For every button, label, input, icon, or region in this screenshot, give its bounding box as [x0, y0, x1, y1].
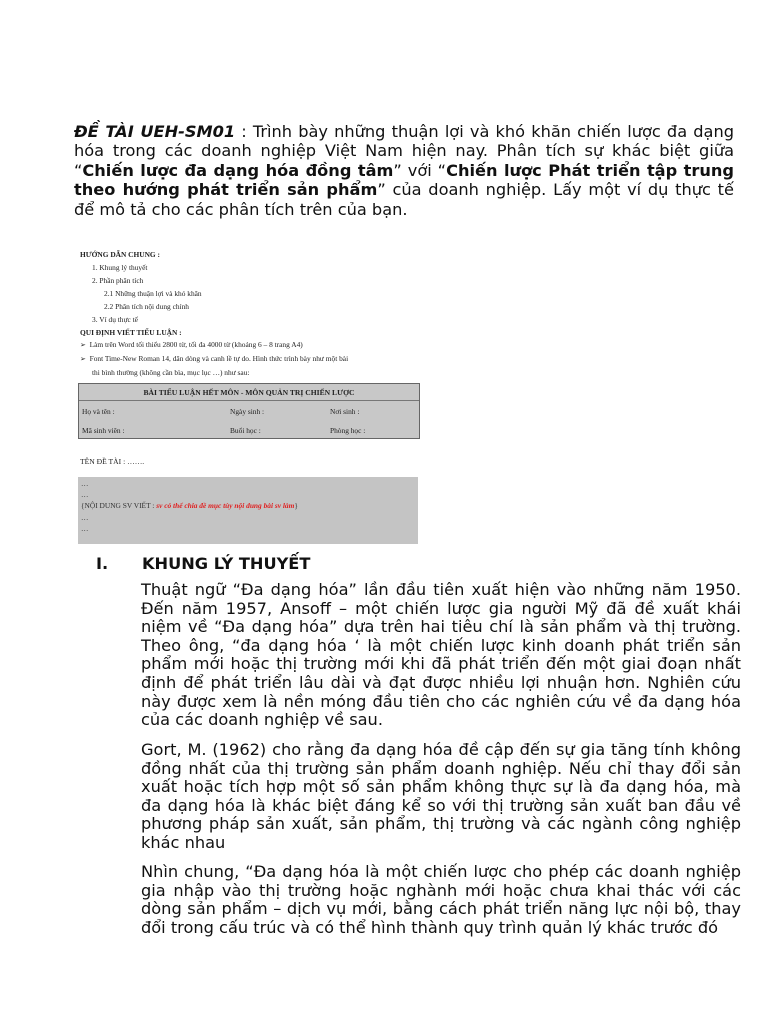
- rule-2-cont: thi bình thường (không cần bìa, mục lục …) như sau:: [92, 368, 250, 377]
- content-label: {NỘI DUNG SV VIẾT : sv có thể chia đề mục tùy nội dung bài sv làm}: [81, 501, 298, 510]
- topic-strategy-1: Chiến lược đa dạng hóa đồng tâm: [82, 160, 394, 180]
- instruction-image: [78, 248, 422, 548]
- topic-text-b: ” với “: [393, 160, 447, 180]
- topic-name-line: TÊN ĐỀ TÀI : …….: [80, 457, 145, 466]
- guide-item: 3. Ví dụ thực tế: [92, 315, 138, 324]
- paragraph: Thuật ngữ “Đa dạng hóa” lần đầu tiên xuất hiện vào những năm 1950. Đến năm 1957, Ansoff – một chiến lược gia người Mỹ đã đề xuất khái niệm về “Đa dạng hóa” dựa trên hai tiêu chí là sản phẩm và thị trường. Theo ông, “đa dạng hóa ‘ là một chiến lược kinh doanh phát triển sản phẩm mới hoặc thị trường mới khi đã phát triển đến một giai đoạn nhất định để phát triển lâu dài và đạt được nhiều lợi nhuận hơn. Nghiên cứu này được xem là nền móng đầu tiên cho các nghiên cứu về đa dạng hóa của các doanh nghiệp về sau.: [141, 580, 741, 730]
- paragraph: Gort, M. (1962) cho rằng đa dạng hóa đề cập đến sự gia tăng tính không đồng nhất của thị trường sản phẩm doanh nghiệp. Nếu chỉ thay đổi sản xuất hoặc tích hợp một số sản phẩm không thực sự là đa dạng hóa, mà đa dạng hóa là khác biệt đáng kể so với thị trường sản xuất ban đầu về phương pháp sản xuất, sản phẩm, thị trường và các ngành công nghiệp khác nhau: [141, 740, 741, 852]
- section-title: KHUNG LÝ THUYẾT: [142, 554, 311, 573]
- topic-text-c: ” của doanh nghiệp. Lấy một ví dụ thực tế để mô tả cho các phân tích trên của bạn.: [74, 180, 734, 219]
- topic-strategy-2: Chiến lược Phát triển tập trung theo hướng phát triển sản phẩm: [74, 160, 735, 200]
- form-name: Họ và tên :: [82, 407, 115, 416]
- ellipsis: …: [81, 479, 89, 488]
- form-title: BÀI TIỂU LUẬN HẾT MÔN - MÔN QUẢN TRỊ CHIẾN LƯỢC: [143, 388, 355, 397]
- topic-code: ĐỀ TÀI UEH-SM01: [74, 122, 236, 141]
- ellipsis: …: [81, 524, 89, 533]
- rule-1: ➢ Làm trên Word tối thiểu 2800 từ, tối đa 4000 từ (khoảng 6 – 8 trang A4): [80, 340, 303, 349]
- guide-item: 1. Khung lý thuyết: [92, 263, 148, 272]
- topic-statement: [74, 122, 734, 219]
- form-dob: Ngày sinh :: [230, 407, 265, 416]
- form-session: Buổi học :: [230, 426, 261, 435]
- paragraph: Nhìn chung, “Đa dạng hóa là một chiến lược cho phép các doanh nghiệp gia nhập vào thị trường hoặc nghành mới hoặc chưa khai thác với các dòng sản phẩm – dịch vụ mới, bằng cách phát triển năng lực nội bộ, thay đổi trong cấu trúc và có thể hình thành quy trình quản lý khác trước đó: [141, 862, 741, 937]
- bullet-arrow-icon: ➢: [80, 341, 86, 349]
- exam-form-box: [78, 383, 420, 439]
- rule-2: ➢ Font Time-New Roman 14, dãn dòng và canh lề tự do. Hình thức trình bày như một bài: [80, 354, 349, 363]
- content-hint: sv có thể chia đề mục tùy nội dung bài sv làm: [156, 501, 295, 510]
- guide-heading: HƯỚNG DẪN CHUNG :: [80, 250, 160, 259]
- form-divider: [79, 400, 419, 401]
- form-student-id: Mã sinh viên :: [82, 426, 125, 435]
- form-pob: Nơi sinh :: [330, 407, 360, 416]
- guide-subitem: 2.1 Những thuận lợi và khó khăn: [104, 289, 202, 298]
- form-room: Phòng học :: [330, 426, 366, 435]
- bullet-arrow-icon: ➢: [80, 355, 86, 363]
- guide-subitem: 2.2 Phân tích nội dung chính: [104, 302, 189, 311]
- ellipsis: …: [81, 513, 89, 522]
- section-number: I.: [96, 554, 109, 573]
- ellipsis: …: [81, 490, 89, 499]
- guide-item: 2. Phần phân tích: [92, 276, 144, 285]
- rules-heading: QUI ĐỊNH VIẾT TIỂU LUẬN :: [80, 328, 182, 337]
- topic-text-a: : Trình bày những thuận lợi và khó khăn chiến lược đa dạng hóa trong các doanh nghiệp Việt Nam hiện nay. Phân tích sự khác biệt giữa “: [74, 122, 734, 180]
- content-placeholder-box: [78, 477, 418, 544]
